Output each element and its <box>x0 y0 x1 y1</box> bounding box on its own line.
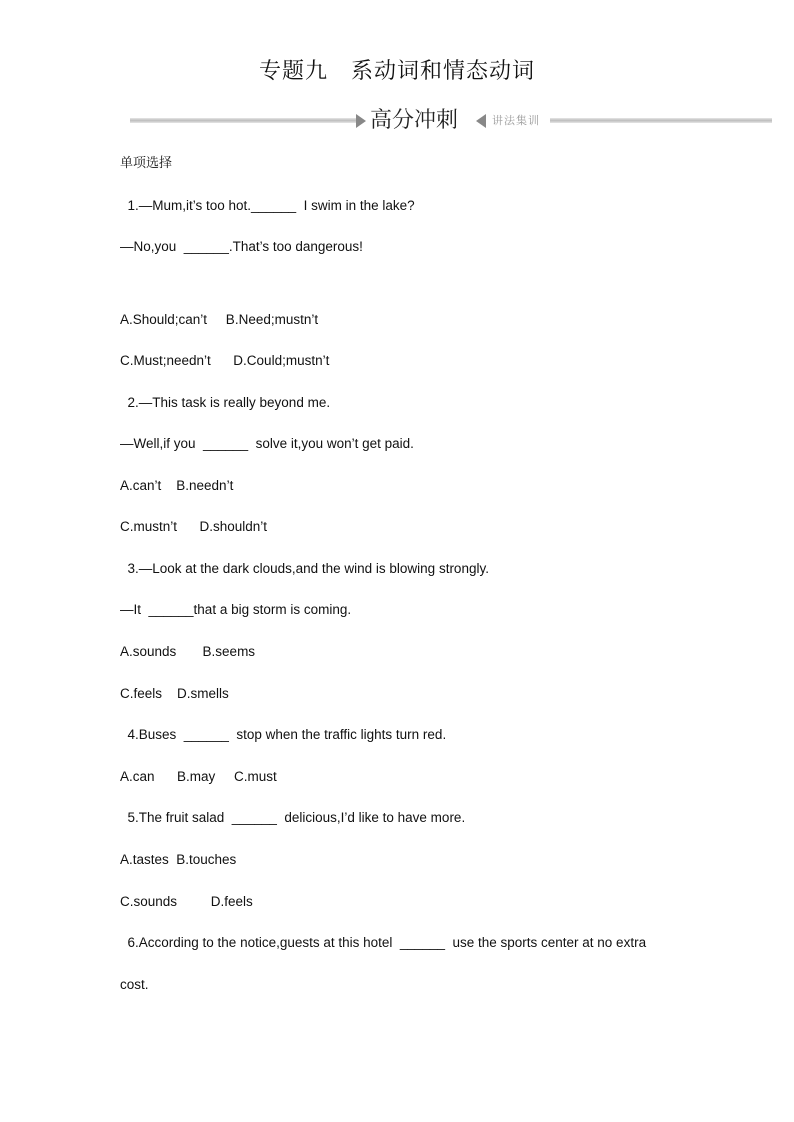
question-3-options-ab: A.sounds B.seems <box>120 644 256 659</box>
page-title: 专题九 系动词和情态动词 <box>258 59 535 84</box>
section-heading: 单项选择 <box>120 156 173 171</box>
question-1-reply: —No,you ______.That’s too dangerous! <box>120 239 363 254</box>
question-6-stem-cont: cost. <box>120 977 149 992</box>
section-banner <box>130 106 772 136</box>
triangle-right-icon <box>356 114 366 128</box>
question-5-options-ab: A.tastes B.touches <box>120 852 237 867</box>
triangle-left-icon <box>476 114 486 128</box>
question-5-stem: 5.The fruit salad ______ delicious,I’d like to have more. <box>120 810 466 825</box>
question-2-options-cd: C.mustn’t D.shouldn’t <box>120 519 268 534</box>
banner-title: 高分冲刺 <box>370 108 459 133</box>
question-3-options-cd: C.feels D.smells <box>120 686 229 701</box>
question-1-stem: 1.—Mum,it’s too hot.______ I swim in the lake? <box>120 198 415 213</box>
banner-bar-right <box>550 118 772 123</box>
banner-bar-left <box>130 118 356 123</box>
question-2-stem: 2.—This task is really beyond me. <box>120 395 331 410</box>
banner-subtitle: 讲法集训 <box>492 114 540 127</box>
question-4-stem: 4.Buses ______ stop when the traffic lights turn red. <box>120 727 447 742</box>
question-1-options-ab: A.Should;can’t B.Need;mustn’t <box>120 312 319 327</box>
question-2-options-ab: A.can’t B.needn’t <box>120 478 234 493</box>
question-4-options: A.can B.may C.must <box>120 769 277 784</box>
question-5-options-cd: C.sounds D.feels <box>120 894 253 909</box>
question-2-reply: —Well,if you ______ solve it,you won’t get paid. <box>120 436 414 451</box>
question-3-stem: 3.—Look at the dark clouds,and the wind is blowing strongly. <box>120 561 489 576</box>
question-3-reply: —It ______that a big storm is coming. <box>120 602 352 617</box>
question-1-options-cd: C.Must;needn’t D.Could;mustn’t <box>120 353 330 368</box>
question-6-stem: 6.According to the notice,guests at this hotel ______ use the sports center at no extra <box>120 935 647 950</box>
